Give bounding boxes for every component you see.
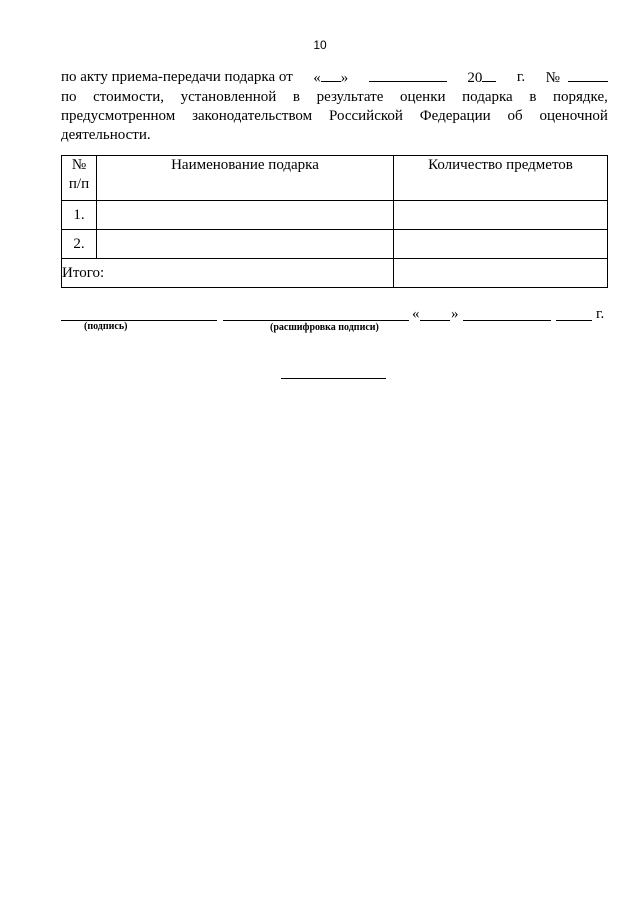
row-number: 2. bbox=[62, 230, 97, 259]
year-blank[interactable] bbox=[482, 68, 496, 82]
word: предусмотренном bbox=[61, 108, 176, 124]
table-total-row bbox=[62, 259, 608, 288]
header-quantity: Количество предметов bbox=[394, 156, 608, 201]
word: в bbox=[529, 89, 537, 105]
word: оценки bbox=[399, 89, 446, 105]
paragraph-line-4: деятельности. bbox=[61, 127, 151, 143]
act-paragraph bbox=[61, 68, 608, 145]
gift-table bbox=[61, 155, 608, 288]
table-row bbox=[62, 230, 608, 259]
header-number bbox=[62, 156, 97, 201]
word: законодательством bbox=[192, 108, 313, 124]
caption-signature-decoding: (расшифровка подписи) bbox=[270, 322, 379, 333]
caption-signature: (подпись) bbox=[84, 321, 128, 332]
year-unit: г. bbox=[516, 69, 526, 85]
quantity-cell[interactable] bbox=[394, 230, 608, 259]
word: оценочной bbox=[539, 108, 608, 124]
gift-name-cell[interactable] bbox=[97, 201, 394, 230]
quote-close: » bbox=[340, 70, 349, 86]
quote-open: « bbox=[313, 70, 321, 86]
word: подарка bbox=[462, 89, 513, 105]
sign-day-blank[interactable] bbox=[420, 319, 450, 321]
table-header-row bbox=[62, 156, 608, 201]
word: результате bbox=[316, 89, 384, 105]
row-number: 1. bbox=[62, 201, 97, 230]
end-divider bbox=[281, 378, 386, 379]
paragraph-line-2 bbox=[61, 88, 608, 107]
word: установленной bbox=[180, 89, 277, 105]
act-date-field bbox=[313, 68, 348, 88]
word: об bbox=[507, 108, 523, 124]
year-prefix: 20 bbox=[467, 70, 483, 86]
act-year-field bbox=[467, 68, 496, 88]
word: по bbox=[61, 89, 77, 105]
act-number-blank[interactable] bbox=[568, 68, 608, 82]
header-number-abbr: п/п bbox=[68, 176, 90, 192]
sign-quote-close: » bbox=[451, 306, 459, 322]
act-prefix-text: по акту приема-передачи подарка от bbox=[61, 69, 293, 85]
gift-name-cell[interactable] bbox=[97, 230, 394, 259]
table-row bbox=[62, 201, 608, 230]
total-label: Итого: bbox=[62, 259, 394, 288]
word: стоимости, bbox=[93, 89, 165, 105]
sign-year-unit: г. bbox=[596, 306, 605, 322]
month-blank[interactable] bbox=[369, 68, 447, 82]
page-number: 10 bbox=[313, 38, 327, 52]
paragraph-line-3 bbox=[61, 107, 608, 126]
word: в bbox=[292, 89, 301, 105]
act-number-field bbox=[546, 68, 608, 88]
sign-month-blank[interactable] bbox=[463, 319, 551, 321]
word: Российской bbox=[329, 108, 403, 124]
day-blank[interactable] bbox=[321, 68, 341, 82]
sign-quote-open: « bbox=[412, 306, 420, 322]
paragraph-line-1 bbox=[61, 68, 608, 88]
signature-decoding-blank[interactable] bbox=[223, 319, 409, 321]
sign-year-blank[interactable] bbox=[556, 319, 592, 321]
number-sign: № bbox=[545, 70, 560, 86]
word: порядке, bbox=[553, 89, 608, 105]
word: Федерации bbox=[419, 108, 491, 124]
header-gift-name: Наименование подарка bbox=[97, 156, 394, 201]
quantity-cell[interactable] bbox=[394, 201, 608, 230]
header-number-sign: № bbox=[71, 157, 87, 173]
total-quantity-cell[interactable] bbox=[394, 259, 608, 288]
